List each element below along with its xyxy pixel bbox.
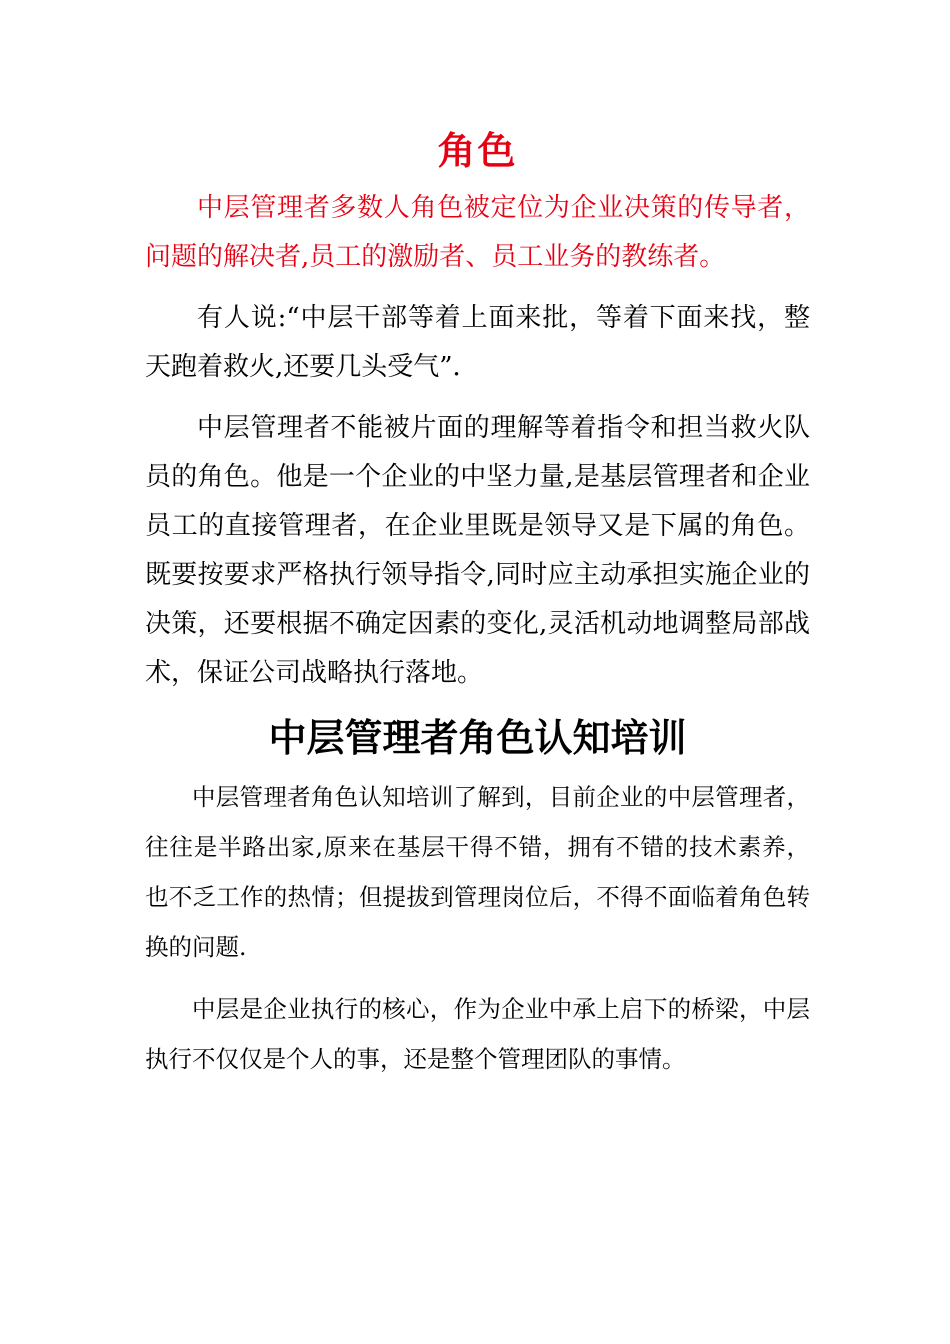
section-title-training: 中层管理者角色认知培训	[268, 716, 687, 760]
paragraph-training-intro: 中层管理者角色认知培训了解到，目前企业的中层管理者，往往是半路出家,原来在基层干得不错，拥有不错的技术素养，也不乏工作的热情；但提拔到管理岗位后，不得不面临着角色转换的问题.	[145, 783, 810, 961]
document-page	[145, 120, 810, 1096]
paragraph-role-explanation: 中层管理者不能被片面的理解等着指令和担当救火队员的角色。他是一个企业的中坚力量,是基层管理者和企业员工的直接管理者，在企业里既是领导又是下属的角色。既要按要求严格执行领导指令,同时应主动承担实施企业的决策，还要根据不确定因素的变化,灵活机动地调整局部战术，保证公司战略执行落地。	[145, 413, 810, 688]
section-title-role: 角色	[437, 129, 518, 173]
paragraph-quote: 有人说:“中层干部等着上面来批，等着下面来找，整天跑着救火,还要几头受气”．	[145, 303, 810, 382]
paragraph-execution-core: 中层是企业执行的核心，作为企业中承上启下的桥梁，中层执行不仅仅是个人的事，还是整个管理团队的事情。	[145, 995, 810, 1073]
paragraph-role-definition: 中层管理者多数人角色被定位为企业决策的传导者，问题的解决者,员工的激励者、员工业务的教练者。	[145, 193, 810, 272]
